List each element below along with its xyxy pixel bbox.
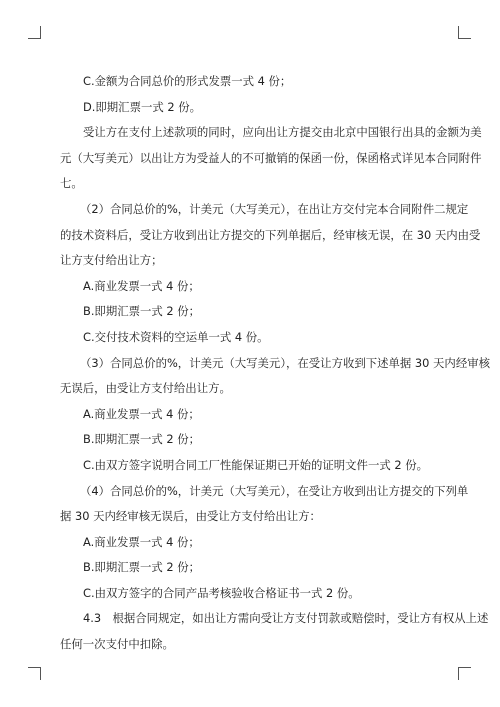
clause-4-item-a: A.商业发票一式 4 份； [83,534,200,549]
clause-2-line3: 让方支付给出让方； [60,253,163,268]
clause-2-item-a: A.商业发票一式 4 份； [83,278,200,293]
paragraph-guarantee-line1: 受让方在支付上述款项的同时，应向出让方提交由北京中国银行出具的金额为美 [83,125,482,140]
paragraph-guarantee-line3: 七。 [60,176,83,191]
clause-2-line1: （2）合同总价的%，计美元（大写美元），在出让方交付完本合同附件二规定 [80,201,469,216]
clause-3-item-c: C.由双方签字说明合同工厂性能保证期已开始的证明文件一式 2 份。 [83,457,429,472]
clause-3-line1: （3）合同总价的%，计美元（大写美元），在受让方收到下述单据 30 天内经审核 [80,355,490,370]
clause-2-item-b: B.即期汇票一式 2 份； [83,304,201,319]
clause-3-item-b: B.即期汇票一式 2 份； [83,432,201,447]
clause-3-line2: 无误后，由受让方支付给出让方。 [60,381,231,396]
clause-4-item-b: B.即期汇票一式 2 份； [83,560,201,575]
crop-mark-top-right [458,26,471,39]
clause-3-item-a: A.商业发票一式 4 份； [83,406,200,421]
document-body [60,69,490,658]
clause-4-item-c: C.由双方签字的合同产品考核验收合格证书一式 2 份。 [83,585,360,600]
crop-mark-bottom-right [458,667,471,680]
clause-2-item-c: C.交付技术资料的空运单一式 4 份。 [83,329,269,344]
item-d-draft: D.即期汇票一式 2 份。 [83,99,202,114]
item-c-invoice: C.金额为合同总价的形式发票一式 4 份； [83,74,292,88]
crop-mark-bottom-left [28,667,41,680]
crop-mark-top-left [28,26,41,39]
section-4-3-line1: 4.3 根据合同规定，如出让方需向受让方支付罚款或赔偿时，受让方有权从上述 [83,611,489,626]
paragraph-guarantee-line2: 元（大写美元）以出让方为受益人的不可撤销的保函一份，保函格式详见本合同附件 [60,150,482,165]
clause-2-line2: 的技术资料后，受让方收到出让方提交的下列单据后，经审核无误，在 30 天内由受 [60,227,481,242]
section-4-3-line2: 任何一次支付中扣除。 [60,637,174,652]
clause-4-line2: 据 30 天内经审核无误后，由受让方支付给出让方： [60,509,321,524]
clause-4-line1: （4）合同总价的%，计美元（大写美元），在受让方收到出让方提交的下列单 [80,483,469,498]
